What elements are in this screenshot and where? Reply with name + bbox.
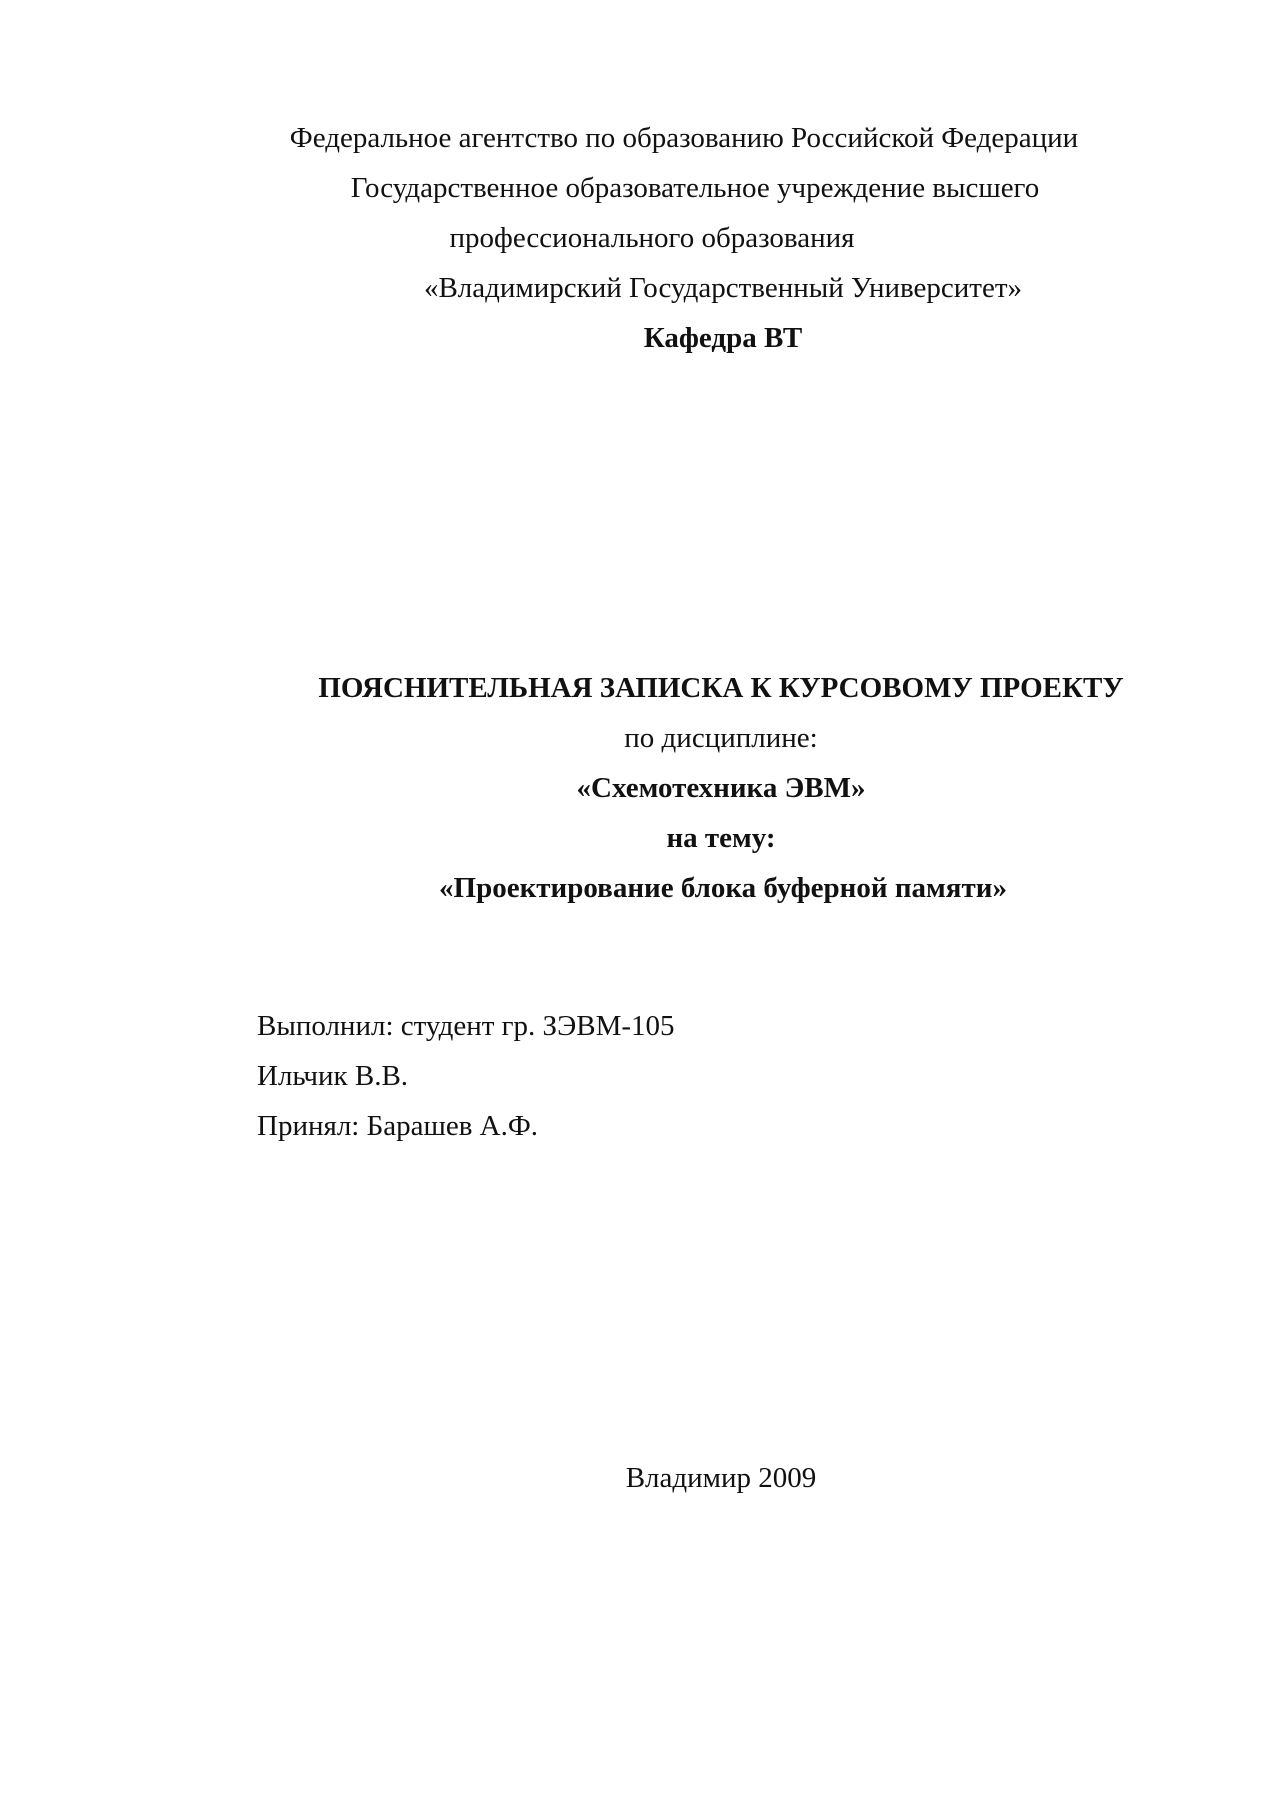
- document-title: ПОЯСНИТЕЛЬНАЯ ЗАПИСКА К КУРСОВОМУ ПРОЕКТУ: [318, 672, 1124, 704]
- city-year: Владимир 2009: [625, 1462, 817, 1494]
- performed-by: Выполнил: студент гр. ЗЭВМ-105: [257, 1010, 675, 1042]
- accepted-by: Принял: Барашев А.Ф.: [257, 1110, 538, 1142]
- header-institution: Государственное образовательное учреждение высшего: [350, 172, 1040, 204]
- discipline-label: по дисциплине:: [624, 722, 818, 754]
- header-university: «Владимирский Государственный Университет»: [423, 272, 1023, 304]
- header-department: Кафедра ВТ: [643, 322, 803, 354]
- header-agency: Федеральное агентство по образованию Российской Федерации: [289, 122, 1079, 154]
- discipline-name: «Схемотехника ЭВМ»: [576, 772, 866, 804]
- header-education-type: профессионального образования: [449, 222, 855, 254]
- topic-name: «Проектирование блока буферной памяти»: [439, 872, 1007, 904]
- student-name: Ильчик В.В.: [257, 1060, 409, 1092]
- topic-label: на тему:: [666, 822, 776, 854]
